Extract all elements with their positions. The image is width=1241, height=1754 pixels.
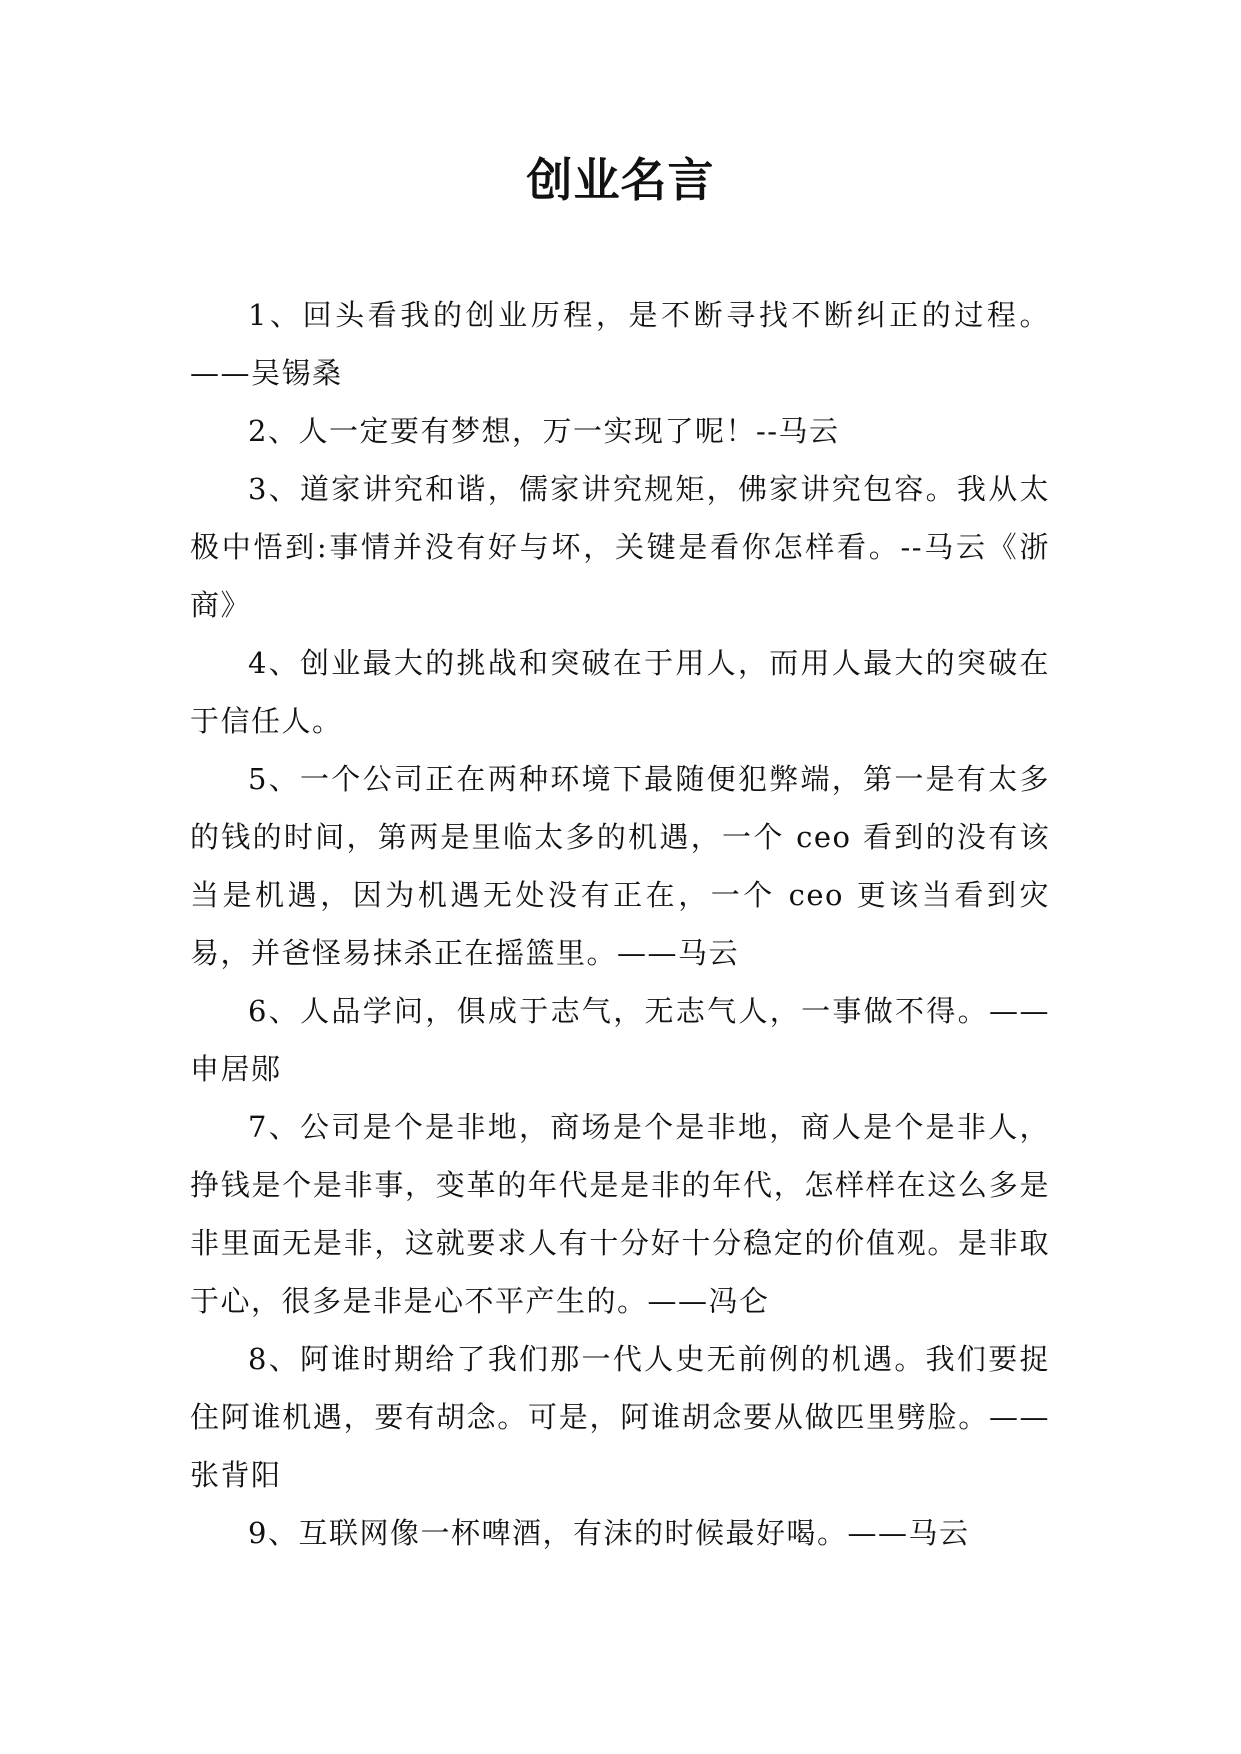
quote-item: 3、道家讲究和谐，儒家讲究规矩，佛家讲究包容。我从太极中悟到:事情并没有好与坏，关键是看你怎样看。--马云《浙商》 <box>190 472 1050 622</box>
quote-item: 4、创业最大的挑战和突破在于用人，而用人最大的突破在于信任人。 <box>190 646 1050 738</box>
quote-item: 9、互联网像一杯啤酒，有沫的时候最好喝。——马云 <box>248 1516 970 1550</box>
quote-item: 2、人一定要有梦想，万一实现了呢！--马云 <box>248 414 840 448</box>
quote-item: 5、一个公司正在两种环境下最随便犯弊端，第一是有太多的钱的时间，第两是里临太多的机遇，一个 ceo 看到的没有该当是机遇，因为机遇无处没有正在，一个 ceo 更该当看到灾易，并爸怪易抹杀正在摇篮里。——马云 <box>190 762 1050 970</box>
quote-list <box>190 286 1050 1562</box>
quote-item: 7、公司是个是非地，商场是个是非地，商人是个是非人，挣钱是个是非事，变革的年代是是非的年代，怎样样在这么多是非里面无是非，这就要求人有十分好十分稳定的价值观。是非取于心，很多是非是心不平产生的。——冯仑 <box>190 1110 1050 1318</box>
page-title: 创业名言 <box>526 153 715 207</box>
quote-item: 6、人品学问，俱成于志气，无志气人，一事做不得。——申居郧 <box>190 994 1050 1086</box>
quote-item: 1、回头看我的创业历程，是不断寻找不断纠正的过程。——吴锡桑 <box>190 298 1050 390</box>
quote-item: 8、阿谁时期给了我们那一代人史无前例的机遇。我们要捉住阿谁机遇，要有胡念。可是，阿谁胡念要从做匹里劈脸。——张背阳 <box>190 1342 1050 1492</box>
